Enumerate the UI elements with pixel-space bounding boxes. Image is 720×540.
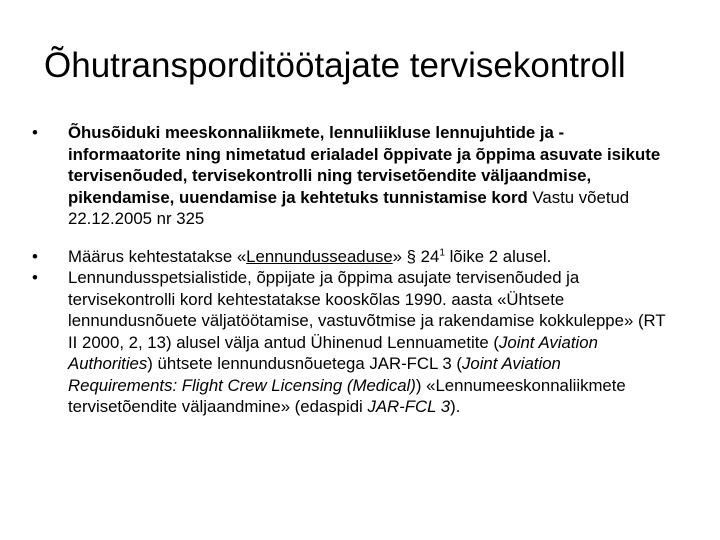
legal-basis-text-end: lõike 2 alusel. bbox=[444, 246, 552, 266]
requirements-text-1: Lennundusspetsialistide, õppijate ja õppima asujate tervisenõuded ja tervisekontrolli kord kehtestatakse kooskõlas 1990. aasta «Ühtsete lennundusnõuete väljatöötamise, vastuvõtmise ja rakendamise kokkuleppe» (RT II 2000, 2, 13) alusel välja antud Ühinenud Lennuametite ( bbox=[68, 268, 666, 352]
bullet-item-2 bbox=[32, 246, 672, 268]
section-superscript: 1 bbox=[439, 246, 445, 258]
requirements-text-3: ) «Lennumeeskonnaliikmete tervisetõendite väljaandmine» (edaspidi bbox=[68, 375, 626, 416]
bullet-dot: • bbox=[32, 268, 38, 287]
jar-fcl-3-abbrev: JAR-FCL 3 bbox=[367, 397, 451, 416]
jar-full-name: Joint Aviation Requirements: Flight Crew Licensing (Medical) bbox=[68, 354, 561, 395]
requirements-text-2: ) ühtsete lennundusnõuetega JAR-FCL 3 ( bbox=[147, 354, 462, 373]
bullet-item-1 bbox=[32, 122, 672, 230]
bullet-dot: • bbox=[32, 246, 38, 266]
slide-title: Õhutransporditöötajate tervisekontroll bbox=[44, 46, 626, 85]
legal-basis-text-start: Määrus kehtestatakse « bbox=[68, 246, 247, 266]
jaa-name: Joint Aviation Authorities bbox=[68, 332, 598, 373]
bullet-item-3 bbox=[32, 267, 672, 418]
adoption-date: Vastu võetud 22.12.2005 nr 325 bbox=[68, 187, 630, 228]
requirements-text-4: ). bbox=[450, 397, 461, 416]
slide-body bbox=[32, 122, 672, 418]
bullet-dot: • bbox=[32, 123, 38, 142]
legal-basis-section: » § 24 bbox=[392, 246, 440, 266]
regulation-title: Õhusõiduki meeskonnaliikmete, lennuliikluse lennujuhtide ja -informaatorite ning nimetatud erialadel õppivate ja õppima asuvate isikute tervisenõuded, tervisekontrolli ning tervisetõendite väljaandmise, pikendamise, uuendamise ja kehtetuks tunnistamise kord bbox=[68, 123, 661, 207]
aviation-act-link[interactable]: Lennundusseaduse bbox=[246, 246, 393, 266]
